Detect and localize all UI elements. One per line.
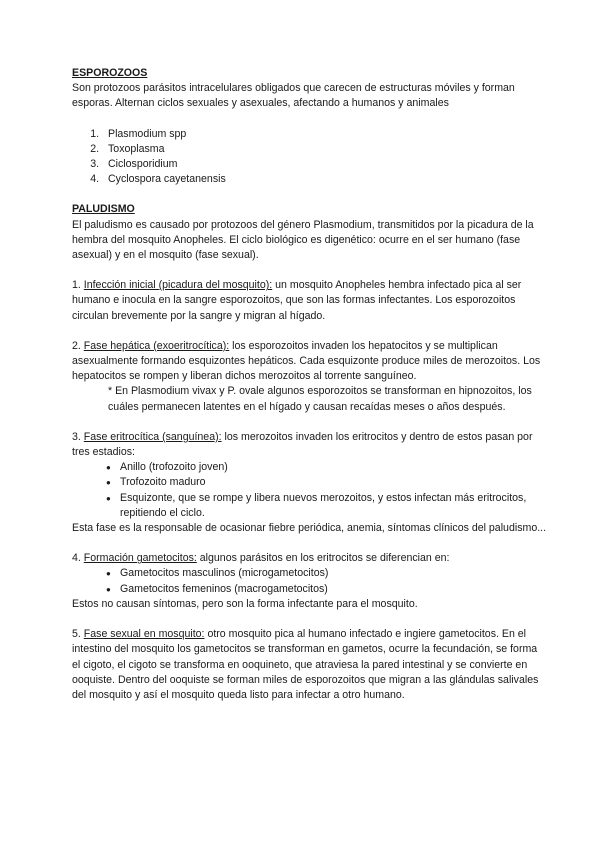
- list-item: 1. Plasmodium spp: [102, 127, 548, 142]
- phase-3-number: 3.: [72, 430, 84, 443]
- phase-2-text: los esporozoitos invaden los hepatocitos y se multiplican asexualmente formando esquizontes hepáticos. Cada esquizonte produce miles de merozoitos. Los hepatocitos se rompen y liberan dichos merozoitos al torrente sanguíneo.: [72, 339, 541, 383]
- phase-4-after: Estos no causan síntomas, pero son la forma infectante para el mosquito.: [72, 597, 418, 610]
- phase-4-number: 4.: [72, 552, 84, 565]
- esporozoos-heading: ESPOROZOOS: [72, 67, 148, 79]
- list-item: 2. Toxoplasma: [102, 142, 548, 157]
- list-item: ● Gametocitos masculinos (microgametocitos): [106, 566, 548, 581]
- list-item: 3. Ciclosporidium: [102, 157, 548, 172]
- phase-5-number: 5.: [72, 628, 84, 641]
- phase-5-text: otro mosquito pica al humano infectado e ingiere gametocitos. En el intestino del mosquito los gametocitos se transforman en gametos, ocurre la fecundación, se forma el cigoto, el cigoto se transforma en ooquineto, que atraviesa la pared intestinal y se convierte en ooquiste. Dentro del ooquiste se forman miles de esporozoitos que migran a las glándulas salivales del mosquito y así el mosquito queda listo para infectar a otro humano.: [72, 628, 539, 701]
- phase-1-number: 1.: [72, 279, 84, 292]
- list-item: ● Esquizonte, que se rompe y libera nuevos merozoitos, y estos infectan más eritrocitos, repitiendo el ciclo.: [106, 491, 548, 521]
- phase-1-paragraph: [72, 278, 548, 324]
- phase-3-list: [72, 460, 548, 521]
- esporozoos-list: [72, 127, 548, 188]
- phase-2-paragraph: [72, 339, 548, 385]
- phase-2-note: * En Plasmodium vivax y P. ovale algunos esporozoitos se transforman en hipnozoitos, los cuáles permanecen latentes en el hígado y causan recaídas meses o años después.: [108, 385, 532, 413]
- phase-5-paragraph: [72, 627, 548, 703]
- phase-3-paragraph: [72, 430, 548, 460]
- paludismo-intro: El paludismo es causado por protozoos del género Plasmodium, transmitidos por la picadura de la hembra del mosquito Anopheles. El ciclo biológico es digenético: ocurre en el ser humano (fase asexual) y en el mosquito (fase sexual).: [72, 218, 534, 262]
- phase-1-label: Infección inicial (picadura del mosquito):: [83, 279, 273, 292]
- phase-2-label: Fase hepática (exoeritrocítica):: [83, 339, 230, 352]
- phase-1-text: un mosquito Anopheles hembra infectado pica al ser humano e inocula en la sangre esporozoitos, que son las formas infectantes. Los esporozoitos circulan brevemente por la sangre y migran al hígado.: [72, 279, 522, 322]
- phase-3-text: los merozoitos invaden los eritrocitos y dentro de estos pasan por tres estadios:: [72, 430, 533, 459]
- phase-4-list: [72, 566, 548, 596]
- esporozoos-intro: Son protozoos parásitos intracelulares obligados que carecen de estructuras móviles y forman esporas. Alternan ciclos sexuales y asexuales, afectando a humanos y animales: [72, 82, 515, 110]
- list-item: 4. Cyclospora cayetanensis: [102, 172, 548, 187]
- list-item: ● Gametocitos femeninos (macrogametocitos): [106, 582, 548, 597]
- phase-5-label: Fase sexual en mosquito:: [83, 628, 205, 641]
- list-item: ● Trofozoito maduro: [106, 475, 548, 490]
- phase-4-paragraph: [72, 551, 548, 566]
- phase-3-label: Fase eritrocítica (sanguínea):: [83, 430, 222, 443]
- phase-2-number: 2.: [72, 339, 84, 352]
- phase-4-text: algunos parásitos en los eritrocitos se diferencian en:: [196, 552, 450, 565]
- phase-4-label: Formación gametocitos:: [83, 552, 197, 565]
- paludismo-heading: PALUDISMO: [72, 203, 135, 216]
- phase-3-after: Esta fase es la responsable de ocasionar fiebre periódica, anemia, síntomas clínicos del paludismo...: [72, 522, 547, 535]
- list-item: ● Anillo (trofozoito joven): [106, 460, 548, 475]
